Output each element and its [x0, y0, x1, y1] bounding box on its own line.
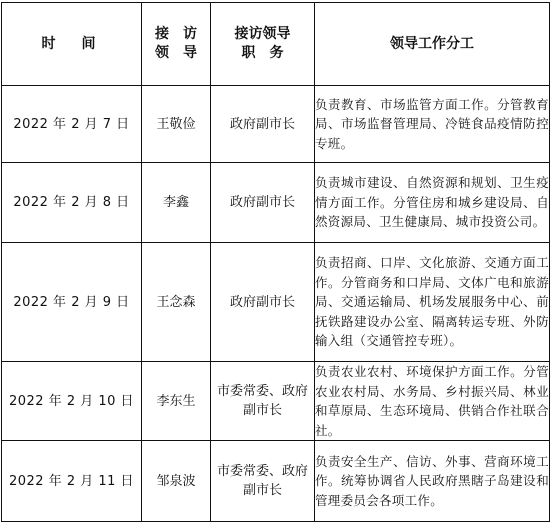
cell-title: 市委常委、政府副市长 [211, 441, 315, 522]
cell-title: 政府副市长 [211, 243, 315, 362]
cell-leader: 李东生 [142, 362, 211, 441]
table-row [2, 86, 550, 163]
header-duty-label: 领导工作分工 [390, 35, 474, 52]
cell-date: 2022 年 2 月 11 日 [2, 441, 142, 522]
cell-date: 2022 年 2 月 9 日 [2, 243, 142, 362]
table-row [2, 243, 550, 362]
header-leader-label: 接 访 领 导 [155, 26, 197, 61]
cell-title: 市委常委、政府副市长 [211, 362, 315, 441]
header-title-label: 接访领导 职 务 [234, 26, 291, 61]
header-date-label: 时 间 [41, 35, 102, 52]
table-header-row [2, 3, 550, 86]
cell-leader: 王念森 [142, 243, 211, 362]
cell-leader: 邹泉波 [142, 441, 211, 522]
cell-date: 2022 年 2 月 7 日 [2, 86, 142, 163]
table-row [2, 362, 550, 441]
cell-duty: 负责招商、口岸、文化旅游、交通方面工作。分管商务和口岸局、文体广电和旅游局、交通运输局、机场发展服务中心、前抚铁路建设办公室、隔离转运专班、外防输入组（交通管控专班）。 [315, 243, 550, 362]
cell-title: 政府副市长 [211, 163, 315, 243]
cell-duty: 负责教育、市场监管方面工作。分管教育局、市场监督管理局、冷链食品疫情防控专班。 [315, 86, 550, 163]
header-duty [315, 3, 550, 86]
header-leader [142, 3, 211, 86]
cell-date: 2022 年 2 月 8 日 [2, 163, 142, 243]
cell-duty: 负责农业农村、环境保护方面工作。分管农业农村局、水务局、乡村振兴局、林业和草原局、生态环境局、供销合作社联合社。 [315, 362, 550, 441]
cell-leader: 李鑫 [142, 163, 211, 243]
cell-duty: 负责安全生产、信访、外事、营商环境工作。统筹协调省人民政府黑瞎子岛建设和管理委员会各项工作。 [315, 441, 550, 522]
cell-leader: 王敬俭 [142, 86, 211, 163]
table-row [2, 163, 550, 243]
header-title [211, 3, 315, 86]
reception-schedule-table [1, 2, 550, 522]
cell-duty: 负责城市建设、自然资源和规划、卫生疫情方面工作。分管住房和城乡建设局、自然资源局、卫生健康局、城市投资公司。 [315, 163, 550, 243]
cell-date: 2022 年 2 月 10 日 [2, 362, 142, 441]
header-date [2, 3, 142, 86]
cell-title: 政府副市长 [211, 86, 315, 163]
table-row [2, 441, 550, 522]
